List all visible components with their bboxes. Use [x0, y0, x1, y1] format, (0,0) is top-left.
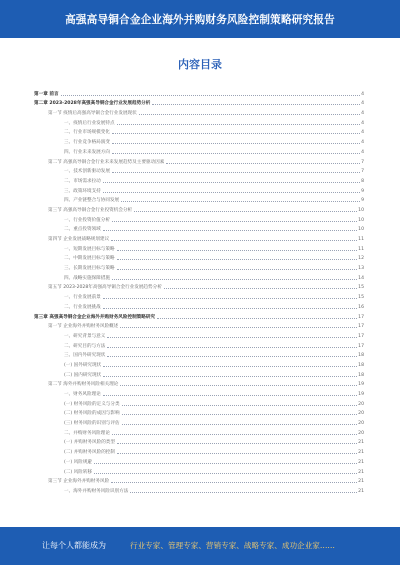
toc-entry[interactable] — [34, 339, 364, 349]
toc-entry-page: 7 — [361, 169, 364, 175]
toc-entry-text: 二、行业发展挑战 — [64, 304, 101, 310]
toc-dot-leader — [134, 210, 357, 212]
toc-entry-text: 一、疫情后行业发展特点 — [64, 120, 115, 126]
toc-entry-page: 16 — [358, 304, 364, 310]
toc-entry-text: 一、行业发展前景 — [64, 295, 101, 301]
toc-entry-page: 4 — [361, 91, 364, 97]
toc-entry[interactable] — [34, 407, 364, 417]
toc-entry-page: 20 — [358, 421, 364, 427]
footer-slogan: 让每个人都能成为 — [42, 541, 106, 550]
toc-entry-page: 20 — [358, 411, 364, 417]
toc-entry-text: (一) 国外研究现状 — [64, 362, 102, 368]
toc-dot-leader — [122, 413, 358, 415]
toc-entry-text: 一、短期发展目标与策略 — [64, 246, 115, 252]
toc-dot-leader — [112, 152, 360, 154]
toc-entry-page: 21 — [358, 459, 364, 465]
toc-entry[interactable] — [34, 261, 364, 271]
toc-entry-text: (二) 财务风险的成因与影响 — [64, 411, 120, 417]
toc-dot-leader — [103, 229, 357, 231]
toc-entry-page: 10 — [358, 207, 364, 213]
toc-entry[interactable] — [34, 397, 364, 407]
toc-entry-text: 第一节 企业海外并购财务风险概述 — [48, 324, 119, 330]
toc-dot-leader — [103, 375, 357, 377]
toc-dot-leader — [111, 481, 357, 483]
toc-entry-text: 第二节 海外并购财务风险相关理论 — [48, 382, 119, 388]
toc-entry-text: (三) 财务风险的识别与评估 — [64, 421, 120, 427]
toc-entry-text: (二) 风险转移 — [64, 469, 93, 475]
toc-dot-leader — [152, 103, 360, 105]
toc-entry-page: 9 — [361, 188, 364, 194]
toc-entry[interactable] — [34, 445, 364, 455]
toc-dot-leader — [103, 181, 360, 183]
toc-dot-leader — [117, 249, 358, 251]
toc-entry-page: 21 — [358, 479, 364, 485]
toc-entry[interactable] — [34, 329, 364, 339]
toc-dot-leader — [94, 472, 357, 474]
toc-entry-text: 一、海外并购财务风险识别方法 — [64, 488, 129, 494]
toc-entry-text: 一、财务风险理论 — [64, 392, 101, 397]
toc-entry-text: 二、研究目的与方法 — [64, 343, 106, 349]
report-title: 高强高导铜合金企业海外并购财务风险控制策略研究报告 — [65, 13, 335, 26]
toc-entry-page: 21 — [358, 450, 364, 456]
toc-entry-text: 二、中期发展目标与策略 — [64, 256, 115, 262]
toc-dot-leader — [122, 404, 358, 406]
footer-roles: 行业专家、管理专家、营销专家、战略专家、成功企业家…… — [130, 541, 336, 550]
toc-dot-leader — [103, 297, 357, 299]
toc-dot-leader — [157, 317, 357, 319]
toc-entry-text: 第五节 2023-2028年高强高导铜合金行业发展趋势分析 — [48, 285, 162, 291]
toc-dot-leader — [130, 491, 357, 493]
toc-entry[interactable] — [34, 475, 364, 485]
toc-dot-leader — [120, 384, 357, 386]
toc-entry-page: 9 — [361, 198, 364, 204]
toc-entry-text: 第二节 高强高导铜合金行业未来发展趋势及主要驱动因素 — [48, 159, 165, 165]
toc-entry-page: 20 — [358, 401, 364, 407]
toc-dot-leader — [117, 452, 357, 454]
toc-dot-leader — [122, 423, 358, 425]
toc-entry-page: 11 — [358, 237, 364, 242]
toc-entry-text: 三、行业竞争格局演变 — [64, 140, 110, 146]
toc-entry-page: 19 — [358, 392, 364, 397]
toc-entry[interactable] — [34, 203, 364, 213]
toc-entry-text: (二) 并购财务风险的控制 — [64, 450, 115, 456]
toc-entry-text: 第四节 企业发展战略规划建议 — [48, 237, 110, 242]
toc-entry-page: 15 — [358, 285, 364, 291]
toc-entry[interactable] — [34, 320, 364, 330]
toc-entry-page: 11 — [358, 246, 364, 252]
toc-entry[interactable] — [34, 387, 364, 397]
toc-entry-page: 14 — [358, 275, 364, 281]
toc-entry-page: 15 — [358, 295, 364, 301]
toc-dot-leader — [139, 113, 360, 115]
toc-entry-page: 4 — [361, 130, 364, 136]
toc-entry[interactable] — [34, 252, 364, 262]
toc-entry[interactable] — [34, 378, 364, 388]
toc-entry-text: 四、行业未来发展方向 — [64, 149, 110, 155]
toc-entry-text: 一、行业投资价值分析 — [64, 217, 110, 223]
toc-dot-leader — [164, 287, 357, 289]
toc-dot-leader — [166, 162, 360, 164]
toc-entry-text: 二、市场需求拉动 — [64, 178, 101, 184]
toc-entry-page: 21 — [358, 469, 364, 475]
toc-entry-page: 19 — [358, 382, 364, 388]
toc-dot-leader — [112, 278, 357, 280]
toc-entry[interactable] — [34, 271, 364, 281]
toc-entry-page: 17 — [358, 324, 364, 330]
toc-entry[interactable] — [34, 126, 364, 136]
toc-entry-page: 4 — [361, 149, 364, 155]
toc-entry[interactable] — [34, 213, 364, 223]
toc-entry[interactable] — [34, 106, 364, 116]
toc-entry[interactable] — [34, 232, 364, 242]
toc-dot-leader — [103, 191, 360, 193]
toc-entry[interactable] — [34, 300, 364, 310]
toc-entry-text: (一) 风险规避 — [64, 459, 93, 465]
toc-entry-page: 17 — [358, 333, 364, 339]
toc-entry-page: 10 — [358, 217, 364, 223]
toc-entry-page: 8 — [361, 178, 364, 184]
toc-entry[interactable] — [34, 184, 364, 194]
toc-entry-text: 第三章 高强高导铜合金企业海外并购财务风险控制策略研究 — [34, 314, 156, 320]
toc-entry[interactable] — [34, 436, 364, 446]
toc-entry-page: 18 — [358, 353, 364, 359]
toc-entry-text: 三、国内外研究现状 — [64, 353, 106, 359]
toc-dot-leader — [117, 123, 361, 125]
toc-entry[interactable] — [34, 145, 364, 155]
toc-entry[interactable] — [34, 97, 364, 107]
toc-entry-text: 一、研究背景与意义 — [64, 333, 106, 339]
toc-entry[interactable] — [34, 135, 364, 145]
toc-entry[interactable] — [34, 465, 364, 475]
toc-entry-text: 四、产业链整合与协同发展 — [64, 198, 120, 204]
toc-dot-leader — [94, 462, 357, 464]
toc-entry-page: 7 — [361, 159, 364, 165]
toc-entry-page: 18 — [358, 362, 364, 368]
toc-entry-text: 第一节 疫情后高强高导铜合金行业发展现状 — [48, 111, 137, 117]
toc-entry-page: 17 — [358, 314, 364, 320]
toc-dot-leader — [107, 355, 357, 357]
report-header-bar — [0, 0, 400, 38]
toc-dot-leader — [112, 132, 360, 134]
toc-entry-text: (一) 并购财务风险的类型 — [64, 440, 115, 446]
toc-entry[interactable] — [34, 155, 364, 165]
toc-dot-leader — [120, 326, 357, 328]
toc-entry[interactable] — [34, 281, 364, 291]
toc-entry[interactable] — [34, 426, 364, 436]
toc-dot-leader — [103, 365, 357, 367]
toc-entry-text: 二、并购财务风险理论 — [64, 430, 110, 436]
toc-dot-leader — [107, 346, 357, 348]
toc-entry-text: 第一章 前言 — [34, 91, 59, 97]
toc-entry[interactable] — [34, 484, 364, 494]
toc-dot-leader — [111, 239, 357, 241]
toc-entry[interactable] — [34, 310, 364, 320]
toc-entry[interactable] — [34, 174, 364, 184]
toc-dot-leader — [121, 200, 360, 202]
toc-entry-page: 18 — [358, 372, 364, 378]
toc-entry-text: 二、行业市场规模变化 — [64, 130, 110, 136]
toc-entry-text: 四、战略实施保障措施 — [64, 275, 110, 281]
toc-dot-leader — [117, 442, 357, 444]
toc-entry[interactable] — [34, 87, 364, 97]
footer-bar — [0, 527, 400, 565]
toc-entry-page: 21 — [358, 440, 364, 446]
toc-entry[interactable] — [34, 368, 364, 378]
toc-entry[interactable] — [34, 358, 364, 368]
toc-entry-text: 第二章 2023-2028年高强高导铜合金行业发展趋势分析 — [34, 101, 151, 107]
toc-entry[interactable] — [34, 165, 364, 175]
toc-entry-text: 三、政策环境支持 — [64, 188, 101, 194]
toc-entry-page: 21 — [358, 488, 364, 494]
toc-dot-leader — [61, 94, 360, 96]
toc-entry[interactable] — [34, 455, 364, 465]
toc-dot-leader — [117, 268, 358, 270]
toc-entry-text: 一、技术创新驱动发展 — [64, 169, 110, 175]
toc-dot-leader — [112, 220, 357, 222]
toc-entry[interactable] — [34, 242, 364, 252]
toc-entry-page: 10 — [358, 227, 364, 233]
toc-entry[interactable] — [34, 116, 364, 126]
toc-entry-page: 20 — [358, 430, 364, 436]
toc-entry-text: 第三节 企业海外并购财务风险 — [48, 479, 110, 485]
toc-dot-leader — [103, 394, 357, 396]
toc-dot-leader — [112, 433, 357, 435]
toc-entry-text: (二) 国内研究现状 — [64, 372, 102, 378]
toc-entry-page: 17 — [358, 343, 364, 349]
toc-entry-page: 4 — [361, 140, 364, 146]
toc-dot-leader — [112, 142, 360, 144]
toc-dot-leader — [112, 171, 360, 173]
toc-entry[interactable] — [34, 194, 364, 204]
toc-entry-text: 二、重点投资领域 — [64, 227, 101, 233]
toc-entry-page: 12 — [358, 256, 364, 262]
toc-entry[interactable] — [34, 416, 364, 426]
toc-dot-leader — [103, 307, 357, 309]
toc-entry[interactable] — [34, 349, 364, 359]
toc-entry[interactable] — [34, 223, 364, 233]
toc-entry-page: 13 — [358, 266, 364, 272]
toc-entry-page: 4 — [361, 101, 364, 107]
toc-entry-page: 4 — [361, 120, 364, 126]
toc-entry-text: 三、长期发展目标与策略 — [64, 266, 115, 272]
table-of-contents — [34, 87, 364, 494]
toc-dot-leader — [117, 258, 358, 260]
toc-title: 内容目录 — [178, 58, 222, 71]
toc-entry[interactable] — [34, 290, 364, 300]
toc-entry-page: 4 — [361, 111, 364, 117]
toc-entry-text: 第三节 高强高导铜合金行业投资机会分析 — [48, 207, 133, 213]
toc-dot-leader — [107, 336, 357, 338]
toc-entry-text: (一) 财务风险的定义与分类 — [64, 401, 120, 407]
